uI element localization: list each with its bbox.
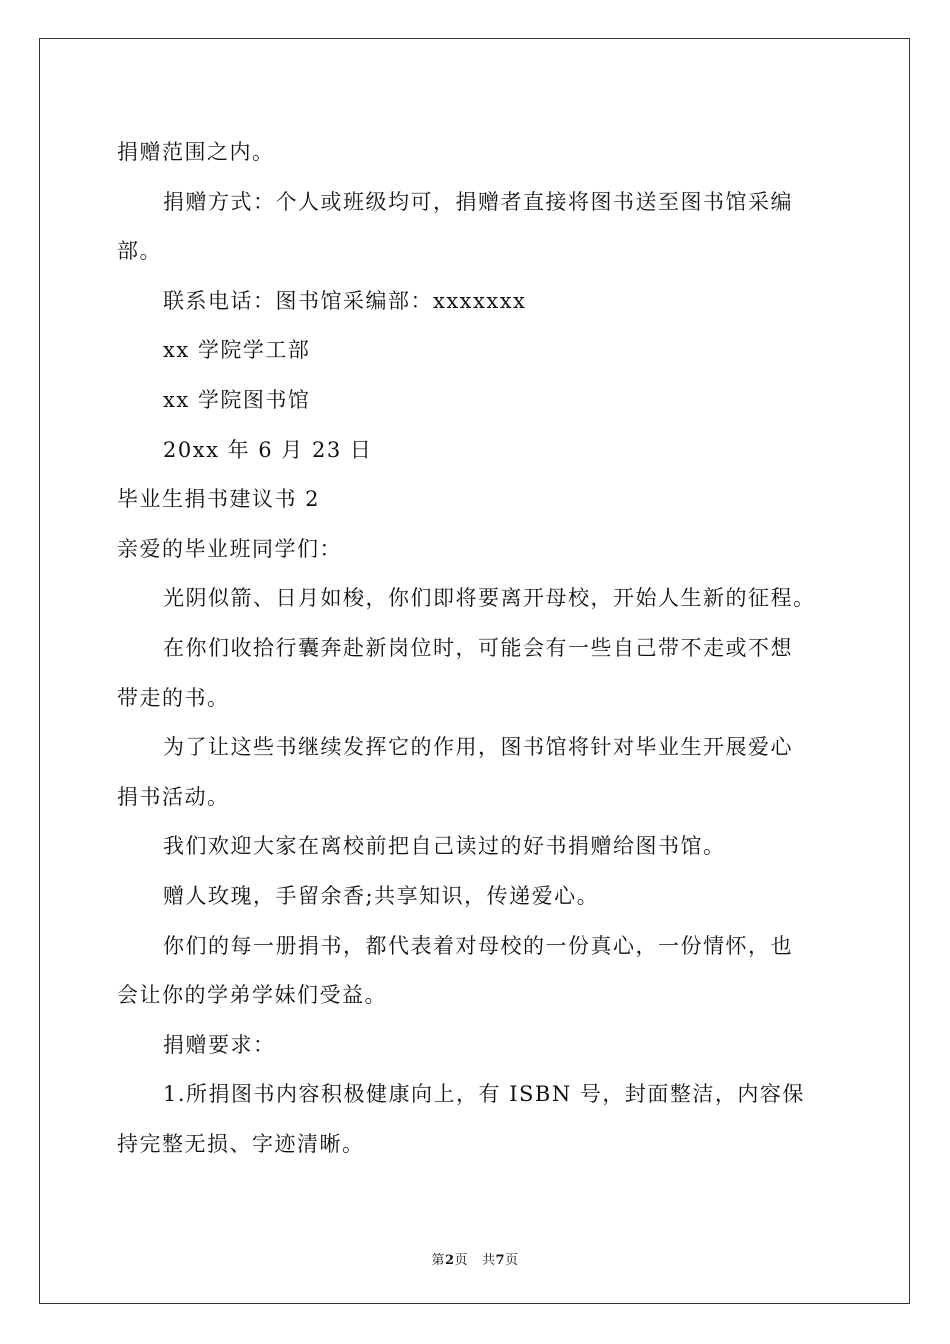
text-line-1: 捐赠范围之内。 — [117, 140, 275, 164]
text-line-10: 光阴似箭、日月如梭，你们即将要离开母校，开始人生新的征程。 — [163, 586, 816, 611]
date-line: 20xx 年 6 月 23 日 — [163, 437, 373, 462]
section-title: 毕业生捐书建议书 2 — [117, 487, 321, 512]
text-line-17: 你们的每一册捐书，都代表着对母校的一份真心，一份情怀，也 — [163, 933, 793, 958]
footer-page-suffix: 页 — [454, 1253, 468, 1268]
text-line-12: 带走的书。 — [117, 685, 230, 710]
salutation-line: 亲爱的毕业班同学们： — [117, 536, 342, 561]
footer-total-prefix: 共 — [482, 1253, 496, 1268]
document-body — [117, 128, 837, 1169]
text-line-11: 在你们收拾行囊奔赴新岗位时，可能会有一些自己带不走或不想 — [163, 635, 793, 660]
signature-library-line: xx 学院图书馆 — [163, 387, 311, 412]
page-footer — [0, 1249, 950, 1268]
footer-page-number: 2 — [444, 1253, 455, 1268]
footer-total-pages: 7 — [495, 1253, 506, 1268]
footer-page-prefix: 第 — [431, 1253, 445, 1268]
text-line-13: 为了让这些书继续发挥它的作用，图书馆将针对毕业生开展爱心 — [163, 735, 793, 760]
signature-dept-line: xx 学院学工部 — [163, 338, 311, 363]
text-line-15: 我们欢迎大家在离校前把自己读过的好书捐赠给图书馆。 — [163, 834, 726, 859]
requirement-1-line: 1.所捐图书内容积极健康向上，有 ISBN 号，封面整洁，内容保 — [163, 1082, 805, 1107]
contact-phone-line: 联系电话：图书馆采编部：xxxxxxx — [163, 288, 527, 313]
footer-total-suffix: 页 — [505, 1253, 519, 1268]
text-line-2: 捐赠方式：个人或班级均可，捐赠者直接将图书送至图书馆采编 — [163, 189, 793, 214]
text-line-14: 捐书活动。 — [117, 784, 230, 809]
requirements-heading: 捐赠要求： — [163, 1032, 276, 1057]
text-line-3: 部。 — [117, 239, 162, 264]
requirement-1-continued: 持完整无损、字迹清晰。 — [117, 1131, 365, 1156]
text-line-18: 会让你的学弟学妹们受益。 — [117, 983, 387, 1008]
text-line-16: 赠人玫瑰，手留余香;共享知识，传递爱心。 — [163, 883, 600, 908]
